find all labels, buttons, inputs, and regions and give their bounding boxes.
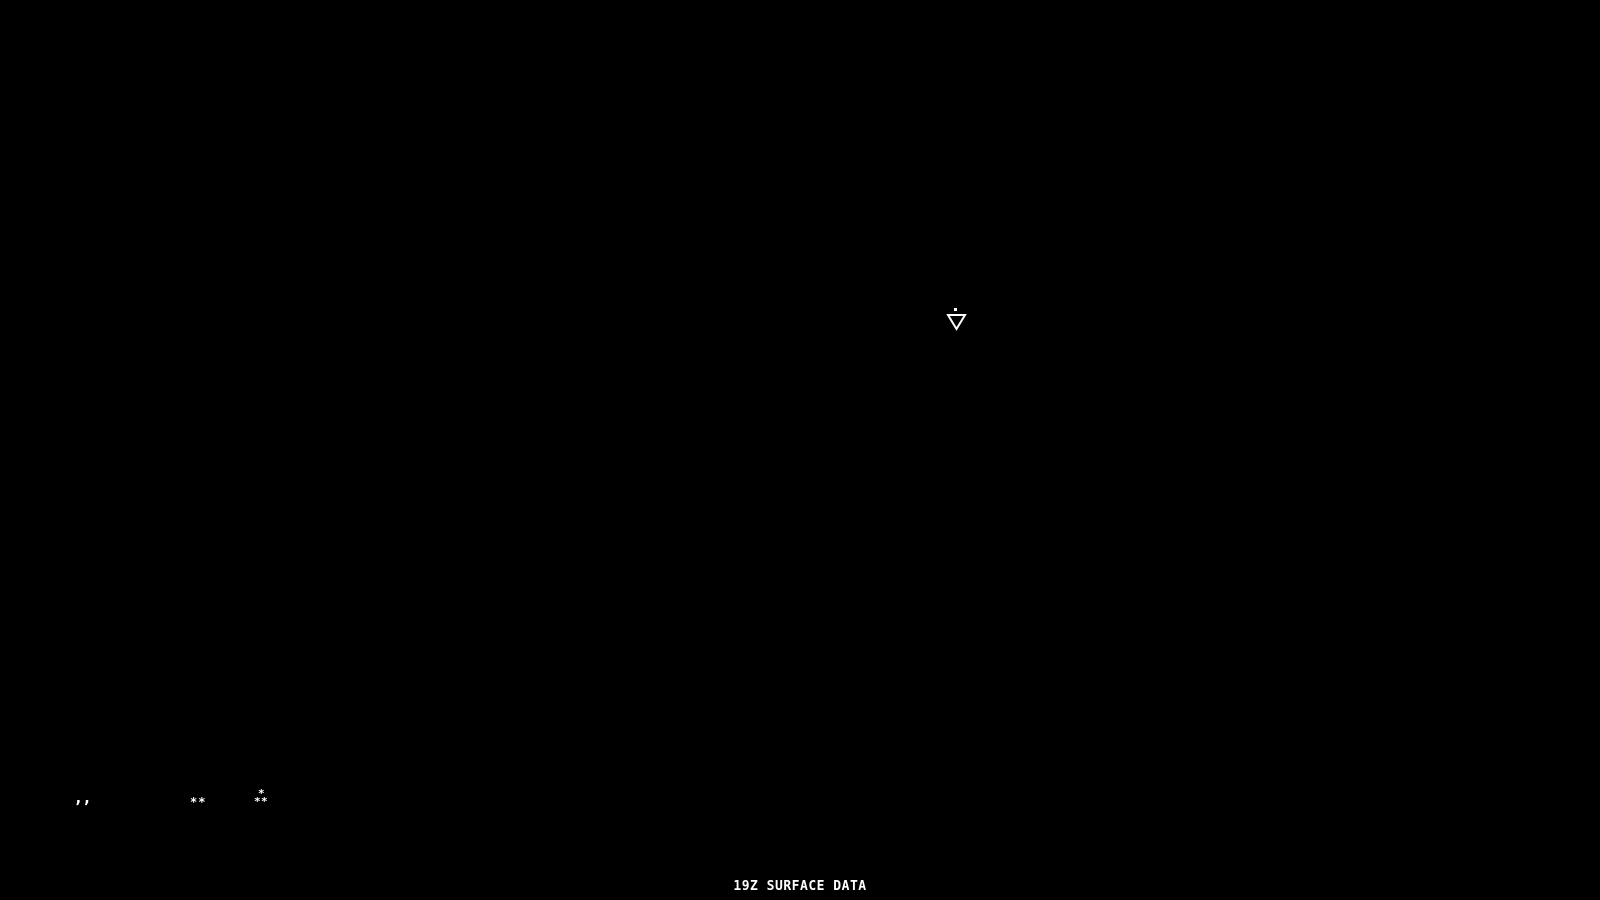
moderate-precip-mark: *	[261, 795, 268, 808]
moderate-precip-mark: *	[258, 787, 265, 800]
caption-row	[0, 875, 1600, 894]
plot-title: 19Z SURFACE DATA	[733, 879, 867, 894]
rain-shower-icon	[946, 305, 968, 331]
moderate-precip-icon	[254, 788, 270, 806]
drizzle-icon: ’’	[73, 797, 91, 816]
moderate-precip-mark: *	[254, 795, 261, 808]
light-precip-icon: **	[190, 795, 207, 809]
